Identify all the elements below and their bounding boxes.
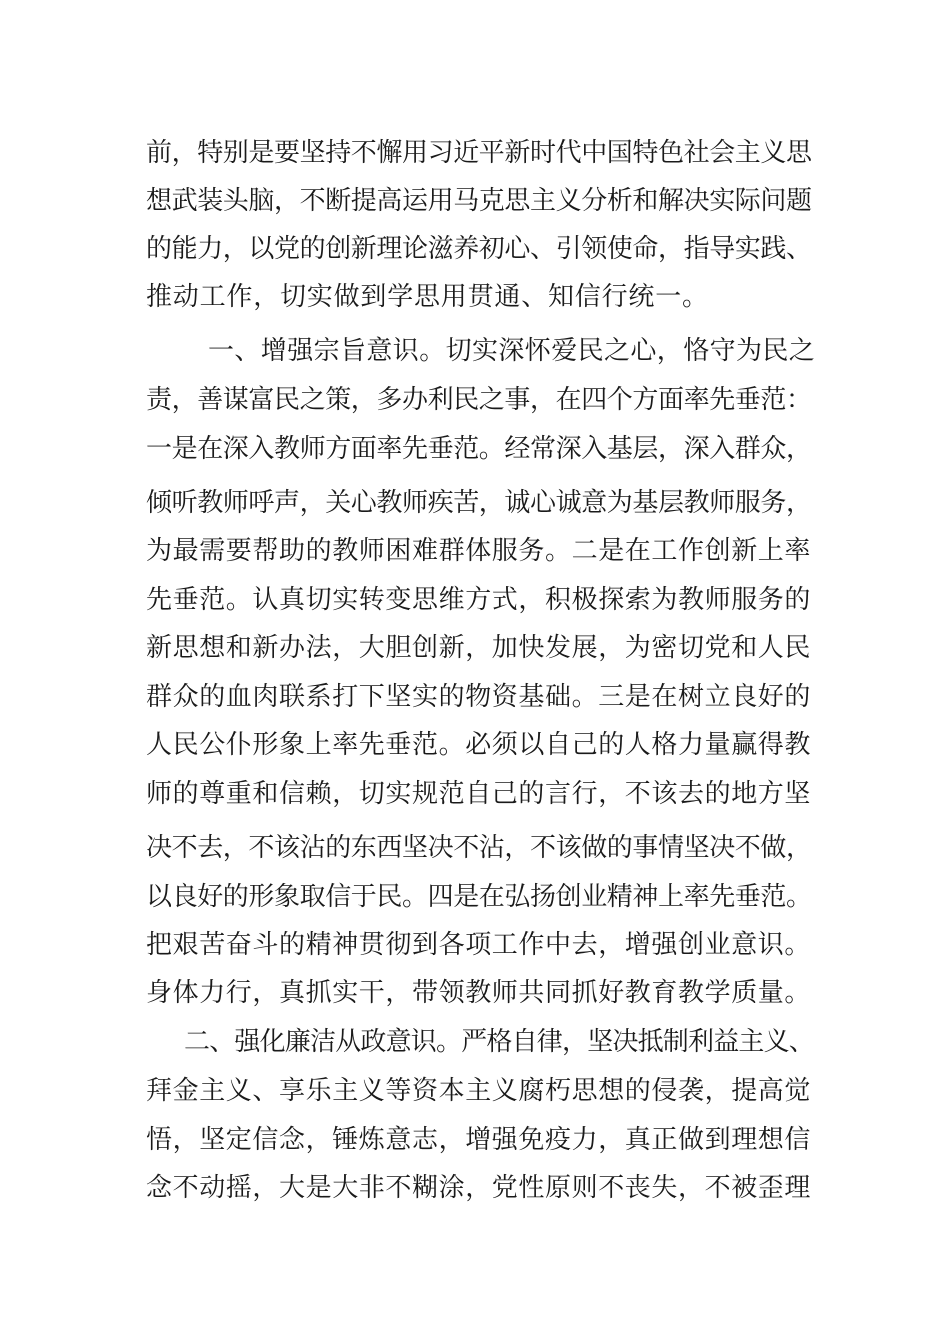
text-line: 责，善谋富民之策，多办利民之事，在四个方面率先垂范： [146, 385, 812, 415]
text-line: 师的尊重和信赖，切实规范自己的言行，不该去的地方坚 [146, 779, 812, 809]
text-line: 悟，坚定信念，锤炼意志，增强免疫力，真正做到理想信 [146, 1125, 812, 1155]
text-line: 想武装头脑，不断提高运用马克思主义分析和解决实际问题 [146, 186, 812, 216]
text-line: 以良好的形象取信于民。四是在弘扬创业精神上率先垂范。 [146, 882, 812, 912]
text-line: 身体力行，真抓实干，带领教师共同抓好教育教学质量。 [146, 978, 812, 1008]
text-line: 的能力，以党的创新理论滋养初心、引领使命，指导实践、 [146, 234, 812, 264]
text-line: 新思想和新办法，大胆创新，加快发展，为密切党和人民 [146, 633, 812, 663]
text-line: 群众的血肉联系打下坚实的物资基础。三是在树立良好的 [146, 682, 812, 712]
text-line: 念不动摇，大是大非不糊涂，党性原则不丧失，不被歪理 [146, 1173, 812, 1203]
paragraph-1-first-line: 一、增强宗旨意识。切实深怀爱民之心，恪守为民之 [208, 336, 816, 366]
text-line: 前，特别是要坚持不懈用习近平新时代中国特色社会主义思 [146, 138, 812, 168]
text-line: 决不去，不该沾的东西坚决不沾，不该做的事情坚决不做， [146, 833, 812, 863]
paragraph-2-first-line: 二、强化廉洁从政意识。严格自律，坚决抵制利益主义、 [184, 1027, 815, 1057]
text-line: 为最需要帮助的教师困难群体服务。二是在工作创新上率 [146, 536, 812, 566]
text-line: 把艰苦奋斗的精神贯彻到各项工作中去，增强创业意识。 [146, 930, 812, 960]
text-line: 一是在深入教师方面率先垂范。经常深入基层，深入群众， [146, 434, 812, 464]
text-line: 推动工作，切实做到学思用贯通、知信行统一。 [146, 282, 709, 312]
text-line: 拜金主义、享乐主义等资本主义腐朽思想的侵袭，提高觉 [146, 1076, 812, 1106]
text-line: 人民公仆形象上率先垂范。必须以自己的人格力量赢得教 [146, 730, 812, 760]
text-line: 倾听教师呼声，关心教师疾苦，诚心诚意为基层教师服务， [146, 488, 812, 518]
text-line: 先垂范。认真切实转变思维方式，积极探索为教师服务的 [146, 585, 812, 615]
